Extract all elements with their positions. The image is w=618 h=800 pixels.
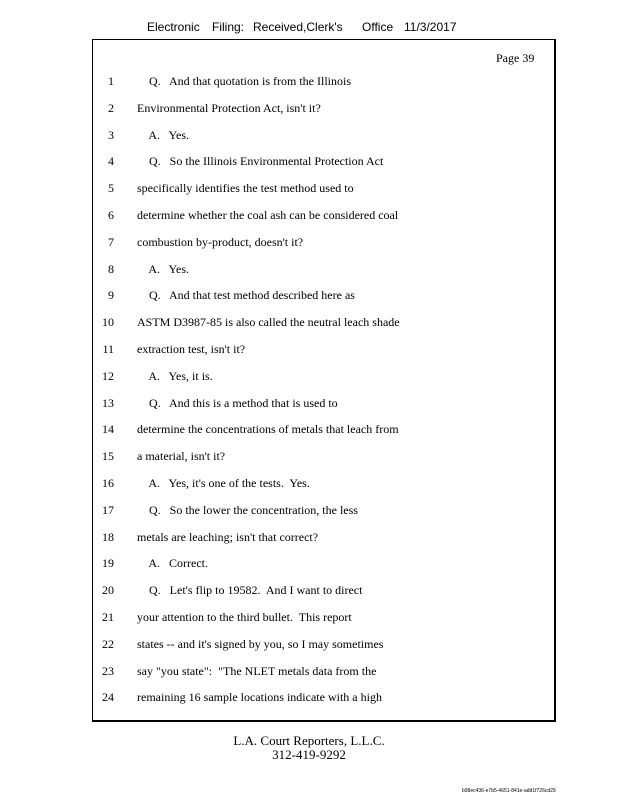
line-text: Q. So the Illinois Environmental Protection Act: [137, 154, 384, 169]
line-number: 19: [102, 556, 114, 571]
line-number: 18: [102, 529, 114, 544]
line-number: 10: [102, 315, 114, 330]
transcript-line: [92, 181, 552, 197]
transcript-line: [92, 583, 552, 599]
transcript-line: [92, 208, 552, 224]
line-text: your attention to the third bullet. This report: [137, 610, 352, 624]
transcript-line: [92, 422, 552, 438]
line-number: 22: [102, 636, 114, 651]
line-text: A. Yes.: [137, 261, 190, 276]
line-text: determine the concentrations of metals that leach from: [137, 422, 399, 437]
line-text: specifically identifies the test method used to: [137, 181, 354, 196]
line-number: 11: [102, 342, 114, 356]
transcript-line: [92, 503, 552, 519]
line-number: 21: [102, 610, 114, 624]
transcript-line: [92, 262, 552, 278]
line-number: 6: [108, 208, 114, 222]
line-number: 15: [102, 449, 114, 464]
line-text: states -- and it's signed by you, so I may sometimes: [137, 636, 384, 651]
filing-stamp-part: Filing:: [212, 20, 245, 34]
line-number: 2: [108, 100, 114, 115]
line-number: 4: [108, 154, 114, 169]
filing-stamp-header: [147, 20, 487, 36]
line-text: Q. And that test method described here as: [137, 288, 355, 303]
line-number: 12: [102, 368, 114, 383]
line-number: 5: [108, 181, 114, 196]
line-number: 8: [108, 261, 114, 276]
line-number: 9: [108, 288, 114, 303]
line-text: metals are leaching; isn't that correct?: [137, 529, 319, 544]
line-number: 17: [102, 502, 114, 517]
line-number: 13: [102, 395, 114, 410]
line-number: 23: [102, 663, 114, 678]
line-text: Environmental Protection Act, isn't it?: [137, 100, 321, 115]
line-text: determine whether the coal ash can be considered coal: [137, 208, 399, 222]
line-text: A. Correct.: [137, 556, 208, 571]
document-hash: b98ec436-e7b5-4651-841e-add1f726cd29: [462, 788, 556, 794]
line-text: remaining 16 sample locations indicate with a high: [137, 690, 382, 705]
line-text: a material, isn't it?: [137, 449, 226, 464]
line-text: A. Yes, it is.: [137, 368, 213, 383]
transcript-line: [92, 476, 552, 492]
transcript-line: [92, 101, 552, 117]
transcript-line: [92, 342, 552, 358]
page-number: Page 39: [496, 51, 535, 65]
filing-stamp-part: 11/3/2017: [404, 20, 457, 34]
line-text: say "you state": "The NLET metals data from the: [137, 663, 377, 678]
line-text: combustion by-product, doesn't it?: [137, 234, 304, 249]
footer-company: L.A. Court Reporters, L.L.C.: [233, 733, 385, 748]
transcript-line: [92, 530, 552, 546]
transcript-line: [92, 235, 552, 251]
line-number: 20: [102, 583, 114, 598]
transcript-line: [92, 288, 552, 304]
line-number: 14: [102, 422, 114, 437]
line-text: Q. And that quotation is from the Illinois: [137, 74, 351, 88]
transcript-line: [92, 396, 552, 412]
footer-phone: 312-419-9292: [272, 747, 346, 762]
filing-stamp-part: Electronic: [147, 20, 200, 34]
line-number: 16: [102, 476, 114, 490]
line-text: Q. So the lower the concentration, the less: [137, 502, 358, 517]
transcript-line: [92, 610, 552, 626]
line-text: A. Yes, it's one of the tests. Yes.: [137, 476, 310, 490]
filing-stamp-part: Office: [362, 20, 394, 34]
filing-stamp-part: Received,Clerk's: [253, 20, 343, 34]
line-number: 24: [102, 690, 114, 705]
line-text: A. Yes.: [137, 127, 190, 142]
line-number: 7: [108, 234, 114, 249]
line-number: 3: [108, 127, 114, 142]
transcript-line: [92, 637, 552, 653]
transcript-line: [92, 664, 552, 680]
line-number: 1: [108, 74, 114, 88]
line-text: Q. Let's flip to 19582. And I want to direct: [137, 583, 363, 598]
transcript-line: [92, 690, 552, 706]
line-text: Q. And this is a method that is used to: [137, 395, 338, 410]
transcript-line: [92, 74, 552, 90]
transcript-line: [92, 315, 552, 331]
transcript-line: [92, 154, 552, 170]
line-text: ASTM D3987-85 is also called the neutral leach shade: [137, 315, 400, 330]
transcript-line: [92, 556, 552, 572]
transcript-line: [92, 128, 552, 144]
transcript-line: [92, 449, 552, 465]
line-text: extraction test, isn't it?: [137, 342, 246, 356]
transcript-line: [92, 369, 552, 385]
